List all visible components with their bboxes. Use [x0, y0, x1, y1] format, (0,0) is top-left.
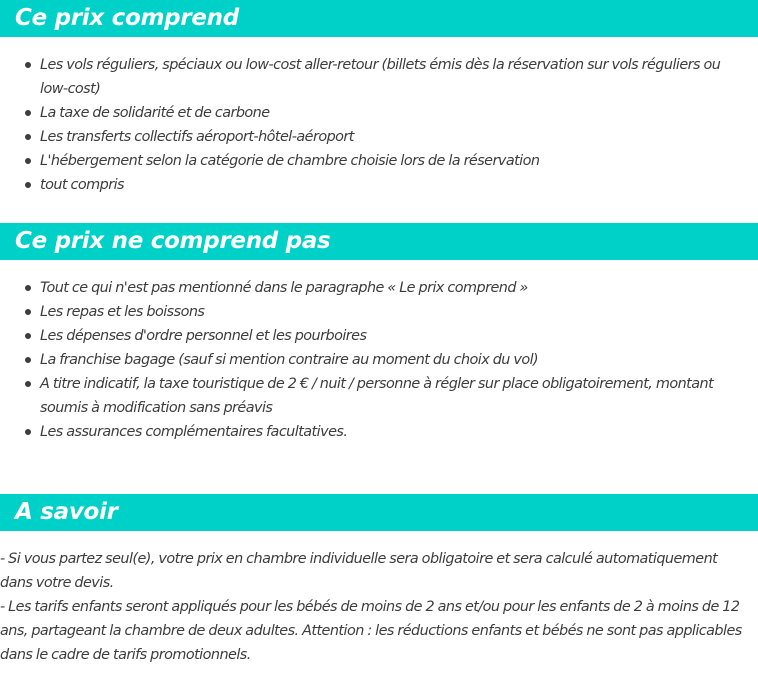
info-paragraph: - Les tarifs enfants seront appliqués pour les bébés de moins de 2 ans et/ou pour les enfants de 2 à moins de 12 ans, partageant la chambre de deux adultes. Attention : les réductions enfants et bébés ne sont pas applicables dans le cadre de tarifs promotionnels. — [0, 599, 742, 663]
bullet-icon — [25, 333, 31, 339]
bullet-icon — [25, 381, 31, 387]
bullet-icon — [25, 429, 31, 435]
section-title-not-included: Ce prix ne comprend pas — [15, 228, 331, 254]
bullet-icon — [25, 62, 31, 68]
bullet-icon — [25, 158, 31, 164]
list-item — [0, 372, 758, 420]
list-item-text: L'hébergement selon la catégorie de chambre choisie lors de la réservation — [40, 153, 540, 169]
list-item-text: tout compris — [40, 177, 124, 193]
section-title-included: Ce prix comprend — [15, 5, 239, 31]
list-item — [0, 276, 758, 300]
list-item — [0, 125, 758, 149]
bullet-icon — [25, 182, 31, 188]
list-item — [0, 348, 758, 372]
list-item-text: La taxe de solidarité et de carbone — [40, 105, 270, 121]
section-header-good-to-know — [0, 494, 758, 531]
bullet-icon — [25, 285, 31, 291]
section-header-included — [0, 0, 758, 37]
good-to-know-text — [0, 547, 752, 667]
bullet-icon — [25, 134, 31, 140]
included-list — [0, 53, 758, 197]
list-item — [0, 420, 758, 444]
list-item-text: Les transferts collectifs aéroport-hôtel-aéroport — [40, 129, 354, 145]
list-item-text: Tout ce qui n'est pas mentionné dans le paragraphe « Le prix comprend » — [40, 280, 528, 296]
list-item-text: Les repas et les boissons — [40, 304, 205, 320]
list-item — [0, 173, 758, 197]
list-item-text: Les assurances complémentaires facultatives. — [40, 424, 348, 440]
list-item — [0, 101, 758, 125]
list-item-text: A titre indicatif, la taxe touristique de 2 € / nuit / personne à régler sur place obligatoirement, montant soumis à modification sans préavis — [40, 376, 714, 416]
section-title-good-to-know: A savoir — [15, 499, 118, 525]
list-item — [0, 324, 758, 348]
list-item — [0, 53, 758, 101]
bullet-icon — [25, 110, 31, 116]
not-included-list — [0, 276, 758, 444]
bullet-icon — [25, 357, 31, 363]
list-item-text: Les vols réguliers, spéciaux ou low-cost aller-retour (billets émis dès la réservation sur vols réguliers ou low-cost) — [40, 57, 721, 97]
list-item-text: La franchise bagage (sauf si mention contraire au moment du choix du vol) — [40, 352, 539, 368]
section-header-not-included — [0, 223, 758, 260]
list-item-text: Les dépenses d'ordre personnel et les pourboires — [40, 328, 367, 344]
list-item — [0, 300, 758, 324]
bullet-icon — [25, 309, 31, 315]
info-paragraph: - Si vous partez seul(e), votre prix en chambre individuelle sera obligatoire et sera calculé automatiquement dans votre devis. — [0, 551, 718, 591]
list-item — [0, 149, 758, 173]
